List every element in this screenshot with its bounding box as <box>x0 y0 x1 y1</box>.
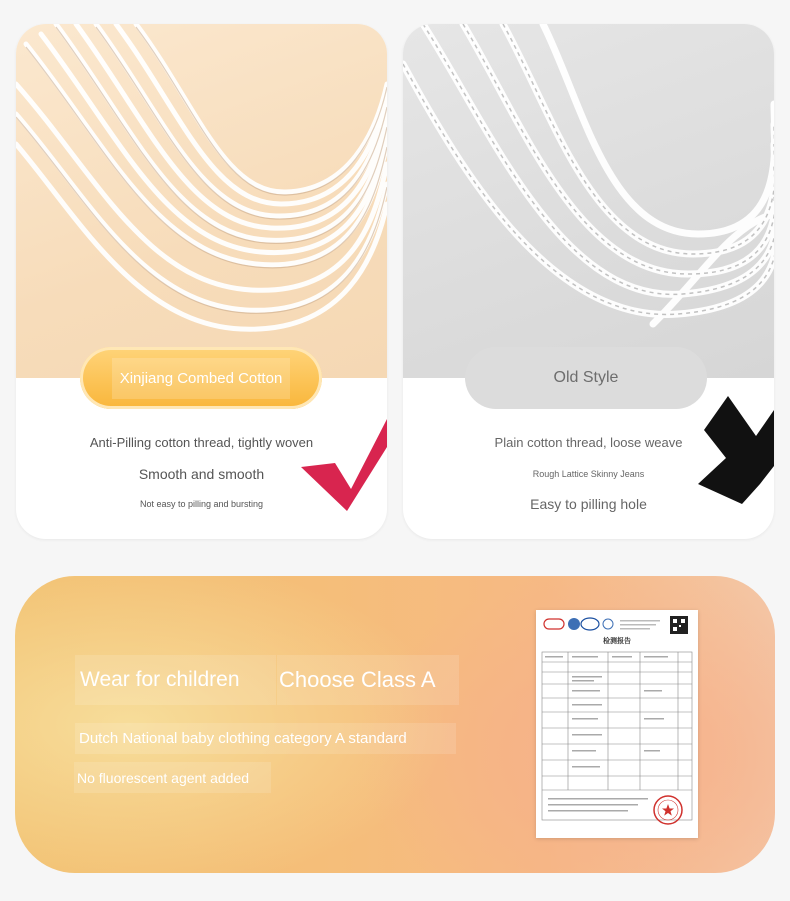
feature-line-1: Plain cotton thread, loose weave <box>494 435 683 450</box>
report-title: 检测报告 <box>603 638 631 645</box>
badge-old-style <box>465 347 707 409</box>
tag-label: Dutch National baby clothing category A standard <box>79 730 407 747</box>
class-a-banner <box>15 576 775 873</box>
badge-label: Xinjiang Combed Cotton <box>112 358 291 399</box>
badge-xinjiang-combed-cotton <box>80 347 322 409</box>
tag-no-fluorescent <box>74 762 271 793</box>
plain-cotton-thread-image <box>403 24 774 378</box>
feature-line-1: Anti-Pilling cotton thread, tightly woven <box>89 435 314 450</box>
cnas-logo-icon <box>581 618 599 630</box>
combed-cotton-thread-image <box>16 24 387 378</box>
star-icon <box>662 804 674 816</box>
test-report-document <box>536 610 698 838</box>
comparison-card-new <box>16 24 387 539</box>
tag-label: Wear for children <box>80 668 240 691</box>
cma-logo-icon <box>544 619 564 629</box>
feature-line-3: Easy to pilling hole <box>530 496 647 512</box>
tag-label: No fluorescent agent added <box>77 769 250 786</box>
feature-line-2: Rough Lattice Skinny Jeans <box>532 469 645 479</box>
cross-mark-icon <box>698 396 774 504</box>
tag-category-a-standard <box>75 723 456 754</box>
check-mark-icon <box>301 419 387 511</box>
seal-logo-icon <box>603 619 613 629</box>
thread-illustration <box>16 24 387 378</box>
comparison-card-old <box>403 24 774 539</box>
ilac-logo-icon <box>568 618 580 630</box>
tag-label: Choose Class A <box>279 667 436 692</box>
tag-wear-for-children <box>75 655 276 705</box>
feature-line-3: Not easy to pilling and bursting <box>139 499 264 509</box>
thread-illustration <box>403 24 774 378</box>
tag-choose-class-a <box>277 655 459 705</box>
feature-line-2: Smooth and smooth <box>138 466 265 482</box>
badge-label: Old Style <box>553 369 619 386</box>
